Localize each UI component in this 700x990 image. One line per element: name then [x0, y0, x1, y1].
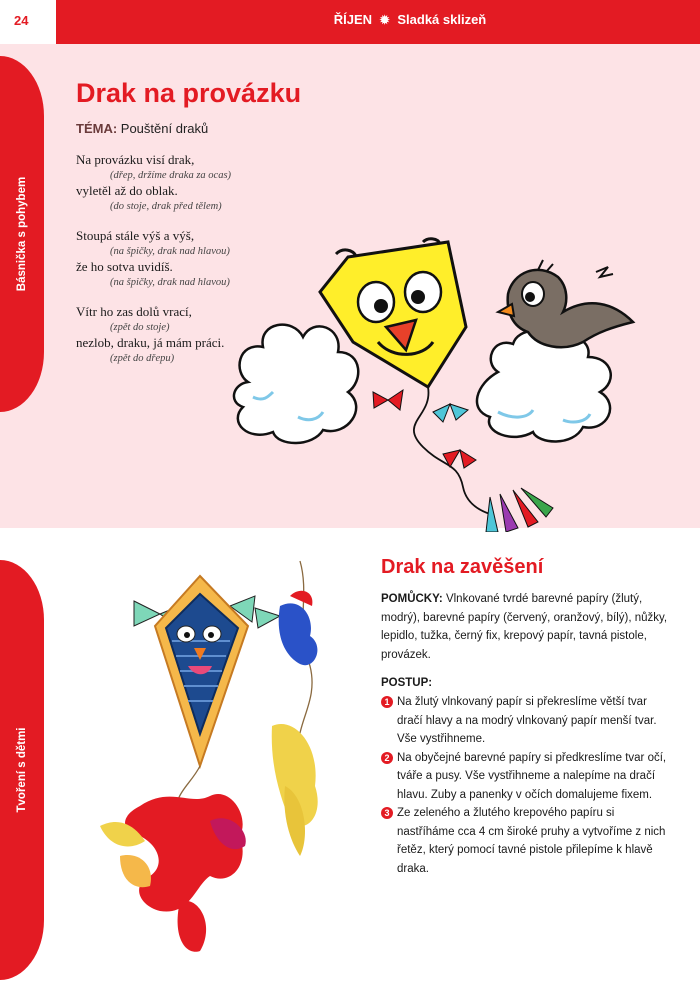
- kite-ribbon: [500, 494, 518, 532]
- topic-label: TÉMA:: [76, 121, 118, 136]
- kite-pupil: [208, 632, 214, 638]
- poem-note: (na špičky, drak nad hlavou): [110, 277, 230, 288]
- kite-pupil: [374, 299, 388, 313]
- step-text: Na žlutý vlnkovaný papír si překreslíme větší tvar dračí hlavy a na modrý vlnkovaný papír menší tvar. Vše vystřihneme.: [397, 696, 657, 745]
- kite-ribbon: [486, 497, 498, 532]
- poem-note: (dřep, držíme draka za ocas): [110, 170, 232, 181]
- bird-pupil: [525, 292, 535, 302]
- poem-stanza: [76, 152, 276, 214]
- craft-tools: [381, 590, 671, 664]
- tools-text: Vlnkované tvrdé barevné papíry (žlutý, modrý), barevné papíry (červený, oranžový, bílý), nůžky, lepidlo, tužka, černý fix, krepový papír, tavná pistole, provázek.: [381, 593, 668, 661]
- poem-note: (zpět do dřepu): [110, 353, 175, 364]
- poem-title: Drak na provázku: [76, 78, 302, 108]
- craft-step: [381, 693, 671, 749]
- poem-note: (do stoje, drak před tělem): [110, 201, 222, 212]
- kite-bow: [134, 601, 160, 626]
- poem-line: Vítr ho zas dolů vrací,: [76, 304, 192, 319]
- header-title: [200, 12, 620, 27]
- kite-pupil: [184, 632, 190, 638]
- poem-line: Stoupá stále výš a výš,: [76, 228, 195, 243]
- step-number-badge: 2: [381, 752, 393, 764]
- poem-line: nezlob, draku, já mám práci.: [76, 335, 225, 350]
- bird-beak: [498, 304, 514, 316]
- kite-bow: [255, 608, 280, 628]
- sun-icon: ✹: [379, 13, 390, 27]
- craft-step: [381, 749, 671, 805]
- step-number-badge: 3: [381, 807, 393, 819]
- header-month: ŘÍJEN: [333, 12, 373, 27]
- craft-step: [381, 804, 671, 878]
- poem-line: že ho sotva uvidíš.: [76, 259, 173, 274]
- header-theme: Sladká sklizeň: [397, 12, 487, 27]
- kite-bird-illustration: [228, 232, 648, 532]
- step-text: Na obyčejné barevné papíry si předkreslíme tvar očí, tváře a pusy. Vše vystřihneme a nalepíme na dračí hlavu. Zuby a panenky v očích domalujeme fixem.: [397, 751, 667, 801]
- poem-line: Na provázku visí drak,: [76, 152, 195, 167]
- craft-title: Drak na zavěšení: [381, 556, 544, 578]
- cloud-icon: [234, 325, 358, 443]
- crepe-paper-red: [178, 900, 207, 951]
- page-number: 24: [14, 13, 29, 28]
- side-tab-poem-label: Básnička s pohybem: [16, 176, 28, 292]
- cloud-icon: [477, 331, 611, 442]
- step-text: Ze zeleného a žlutého krepového papíru si nastříháme cca 4 cm široké pruhy a vytvoříme z nich řetěz, který pomocí tavné pistole přilepíme k hlavě draka.: [397, 807, 666, 875]
- kite-eye: [405, 272, 441, 312]
- tools-label: POMŮCKY:: [381, 593, 443, 605]
- crepe-paper-red: [125, 794, 243, 912]
- kite-pupil: [411, 290, 425, 304]
- steps-label: POSTUP:: [381, 677, 433, 689]
- craft-steps: [381, 693, 671, 878]
- poem-note: (na špičky, drak nad hlavou): [110, 246, 230, 257]
- crepe-paper-orange: [120, 855, 151, 887]
- kite-bow: [373, 390, 403, 410]
- side-tab-craft-label: Tvoření s dětmi: [16, 727, 28, 813]
- kite-bow: [433, 404, 468, 422]
- kite-ribbon: [513, 490, 538, 527]
- poem-note: (zpět do stoje): [110, 322, 170, 333]
- poem-topic: [76, 121, 208, 136]
- poem-line: vyletěl až do oblak.: [76, 183, 178, 198]
- topic-value: Pouštění draků: [117, 121, 209, 136]
- kite-craft-photo: [100, 556, 370, 966]
- step-number-badge: 1: [381, 696, 393, 708]
- crepe-paper-blue: [279, 603, 318, 665]
- bird-sparkle: [596, 267, 613, 277]
